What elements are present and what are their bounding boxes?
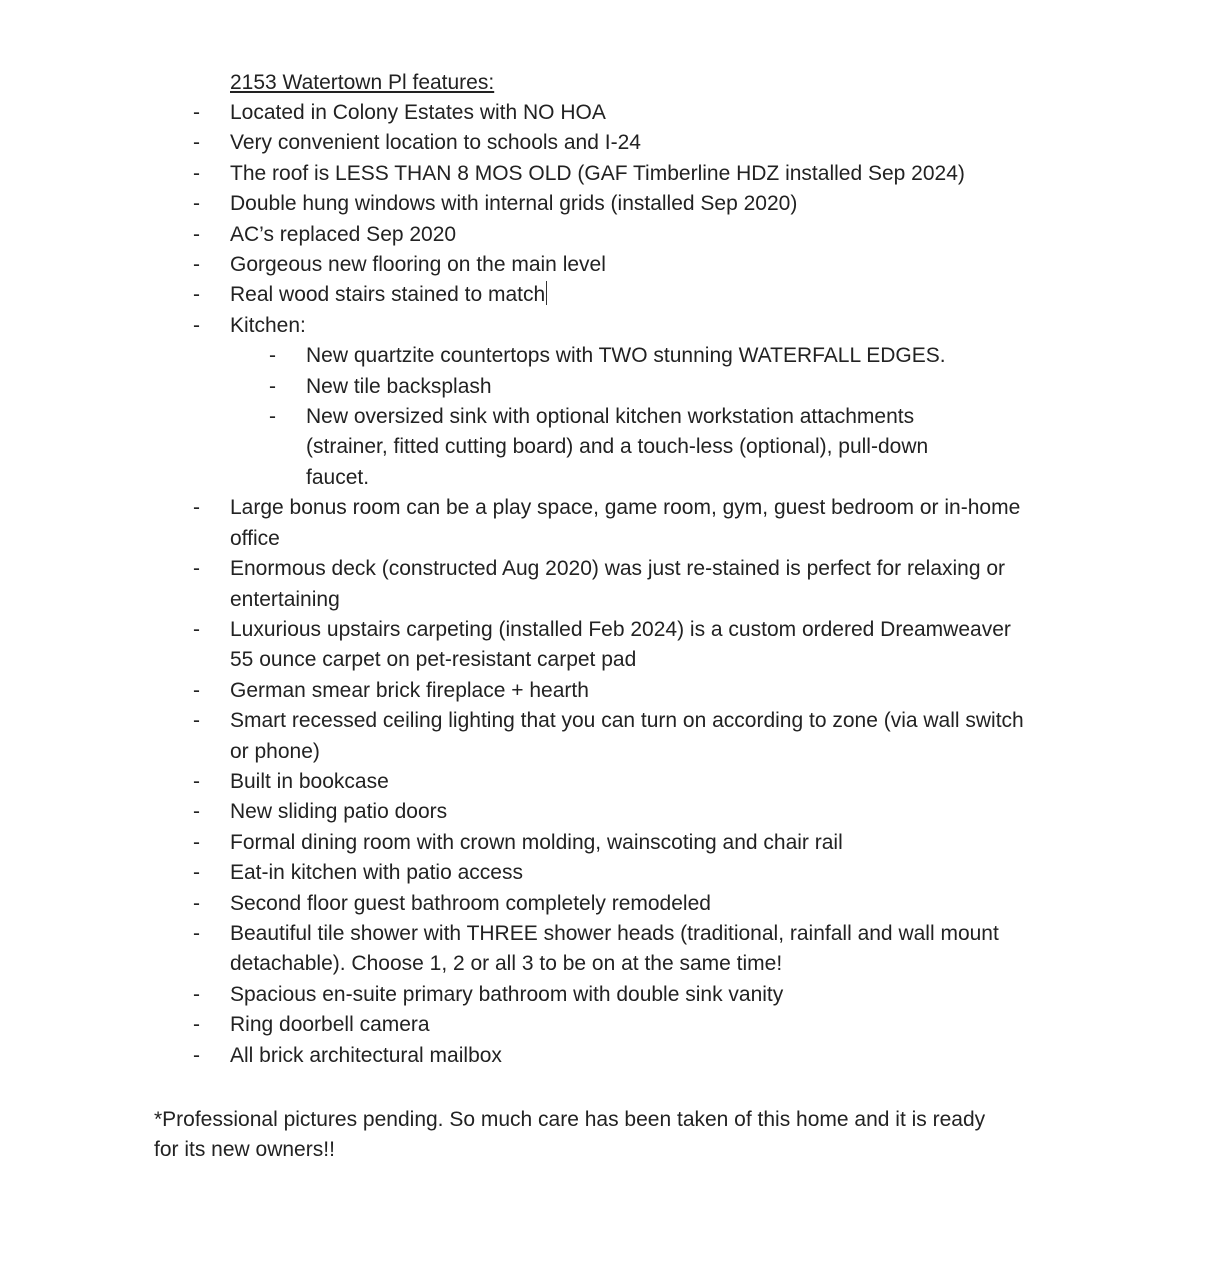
sublist-item-text: New quartzite countertops with TWO stunning WATERFALL EDGES.	[306, 344, 946, 368]
bullet-dash: -	[193, 1043, 200, 1067]
bullet-dash: -	[193, 617, 200, 641]
bullet-dash: -	[193, 891, 200, 915]
bullet-dash: -	[193, 830, 200, 854]
list-item-text: Real wood stairs stained to match	[230, 283, 546, 307]
list-item-text: Built in bookcase	[230, 769, 389, 793]
list-item	[0, 706, 1040, 767]
list-item-text: Gorgeous new flooring on the main level	[230, 253, 606, 277]
sublist-item	[230, 341, 986, 371]
list-item	[0, 98, 1040, 128]
bullet-dash: -	[193, 101, 200, 124]
sublist-item	[230, 372, 986, 402]
bullet-dash: -	[193, 222, 200, 246]
bullet-dash: -	[193, 192, 200, 216]
sublist-item-text: New tile backsplash	[306, 374, 492, 398]
list-item	[0, 615, 1040, 676]
list-item	[0, 189, 1040, 219]
list-item-text: Second floor guest bathroom completely remodeled	[230, 891, 711, 915]
list-item-text: The roof is LESS THAN 8 MOS OLD (GAF Timberline HDZ installed Sep 2024)	[230, 161, 965, 185]
list-item-text: Located in Colony Estates with NO HOA	[230, 101, 606, 124]
list-item	[0, 493, 1040, 554]
list-item-text: Double hung windows with internal grids (installed Sep 2020)	[230, 192, 798, 216]
bullet-dash: -	[193, 313, 200, 337]
bullet-dash: -	[193, 161, 200, 185]
bullet-dash: -	[193, 861, 200, 885]
bullet-dash: -	[193, 800, 200, 824]
list-item	[0, 767, 1040, 797]
list-item	[0, 919, 1040, 980]
bullet-dash: -	[193, 131, 200, 155]
list-item-text: Enormous deck (constructed Aug 2020) was just re-stained is perfect for relaxing or entertaining	[230, 557, 1006, 611]
list-item-text: Beautiful tile shower with THREE shower heads (traditional, rainfall and wall mount detachable). Choose 1, 2 or all 3 to be on at the same time!	[230, 921, 999, 976]
list-item	[0, 159, 1040, 189]
list-item	[0, 128, 1040, 158]
bullet-dash: -	[193, 496, 200, 520]
list-item	[0, 250, 1040, 280]
list-item	[0, 797, 1040, 827]
bullet-dash: -	[193, 557, 200, 581]
list-item-text: German smear brick fireplace + hearth	[230, 678, 589, 702]
kitchen-sublist	[230, 341, 1040, 493]
list-item	[0, 280, 1040, 310]
features-list	[0, 98, 1223, 1071]
list-item	[0, 1041, 1040, 1071]
sublist-item-text: New oversized sink with optional kitchen workstation attachments (strainer, fitted cutting board) and a touch-less (optional), pull-down faucet.	[306, 405, 929, 489]
list-item	[0, 676, 1040, 706]
list-item-text: Ring doorbell camera	[230, 1013, 430, 1037]
list-item	[0, 828, 1040, 858]
list-item-text: Kitchen:	[230, 313, 306, 337]
list-item	[0, 554, 1040, 615]
list-item-text: AC’s replaced Sep 2020	[230, 222, 457, 246]
bullet-dash: -	[193, 769, 200, 793]
list-item	[0, 1010, 1040, 1040]
list-item-text: Formal dining room with crown molding, wainscoting and chair rail	[230, 830, 843, 854]
list-item-text: Spacious en-suite primary bathroom with double sink vanity	[230, 982, 784, 1006]
bullet-dash: -	[269, 405, 276, 429]
bullet-dash: -	[269, 344, 276, 368]
list-item-kitchen	[0, 311, 1040, 493]
footer-note: *Professional pictures pending. So much care has been taken of this home and it is ready for its new owners!!	[154, 1108, 986, 1162]
list-item-text: Luxurious upstairs carpeting (installed Feb 2024) is a custom ordered Dreamweaver 55 ounce carpet on pet-resistant carpet pad	[230, 617, 1011, 672]
list-item	[0, 980, 1040, 1010]
bullet-dash: -	[193, 709, 200, 733]
document-heading: 2153 Watertown Pl features:	[230, 71, 495, 94]
bullet-dash: -	[269, 374, 276, 398]
bullet-dash: -	[193, 253, 200, 277]
bullet-dash: -	[193, 982, 200, 1006]
list-item	[0, 858, 1040, 888]
list-item-text: Large bonus room can be a play space, game room, gym, guest bedroom or in-home office	[230, 496, 1021, 550]
list-item-text: Eat-in kitchen with patio access	[230, 861, 523, 885]
text-cursor	[546, 281, 547, 305]
list-item	[0, 889, 1040, 919]
bullet-dash: -	[193, 921, 200, 945]
list-item-text: Very convenient location to schools and I-24	[230, 131, 641, 155]
bullet-dash: -	[193, 283, 200, 307]
list-item	[0, 220, 1040, 250]
list-item-text: Smart recessed ceiling lighting that you can turn on according to zone (via wall switch or phone)	[230, 709, 1024, 763]
list-item-text: New sliding patio doors	[230, 800, 448, 824]
bullet-dash: -	[193, 678, 200, 702]
list-item-text: All brick architectural mailbox	[230, 1043, 502, 1067]
sublist-item	[230, 402, 986, 493]
bullet-dash: -	[193, 1013, 200, 1037]
